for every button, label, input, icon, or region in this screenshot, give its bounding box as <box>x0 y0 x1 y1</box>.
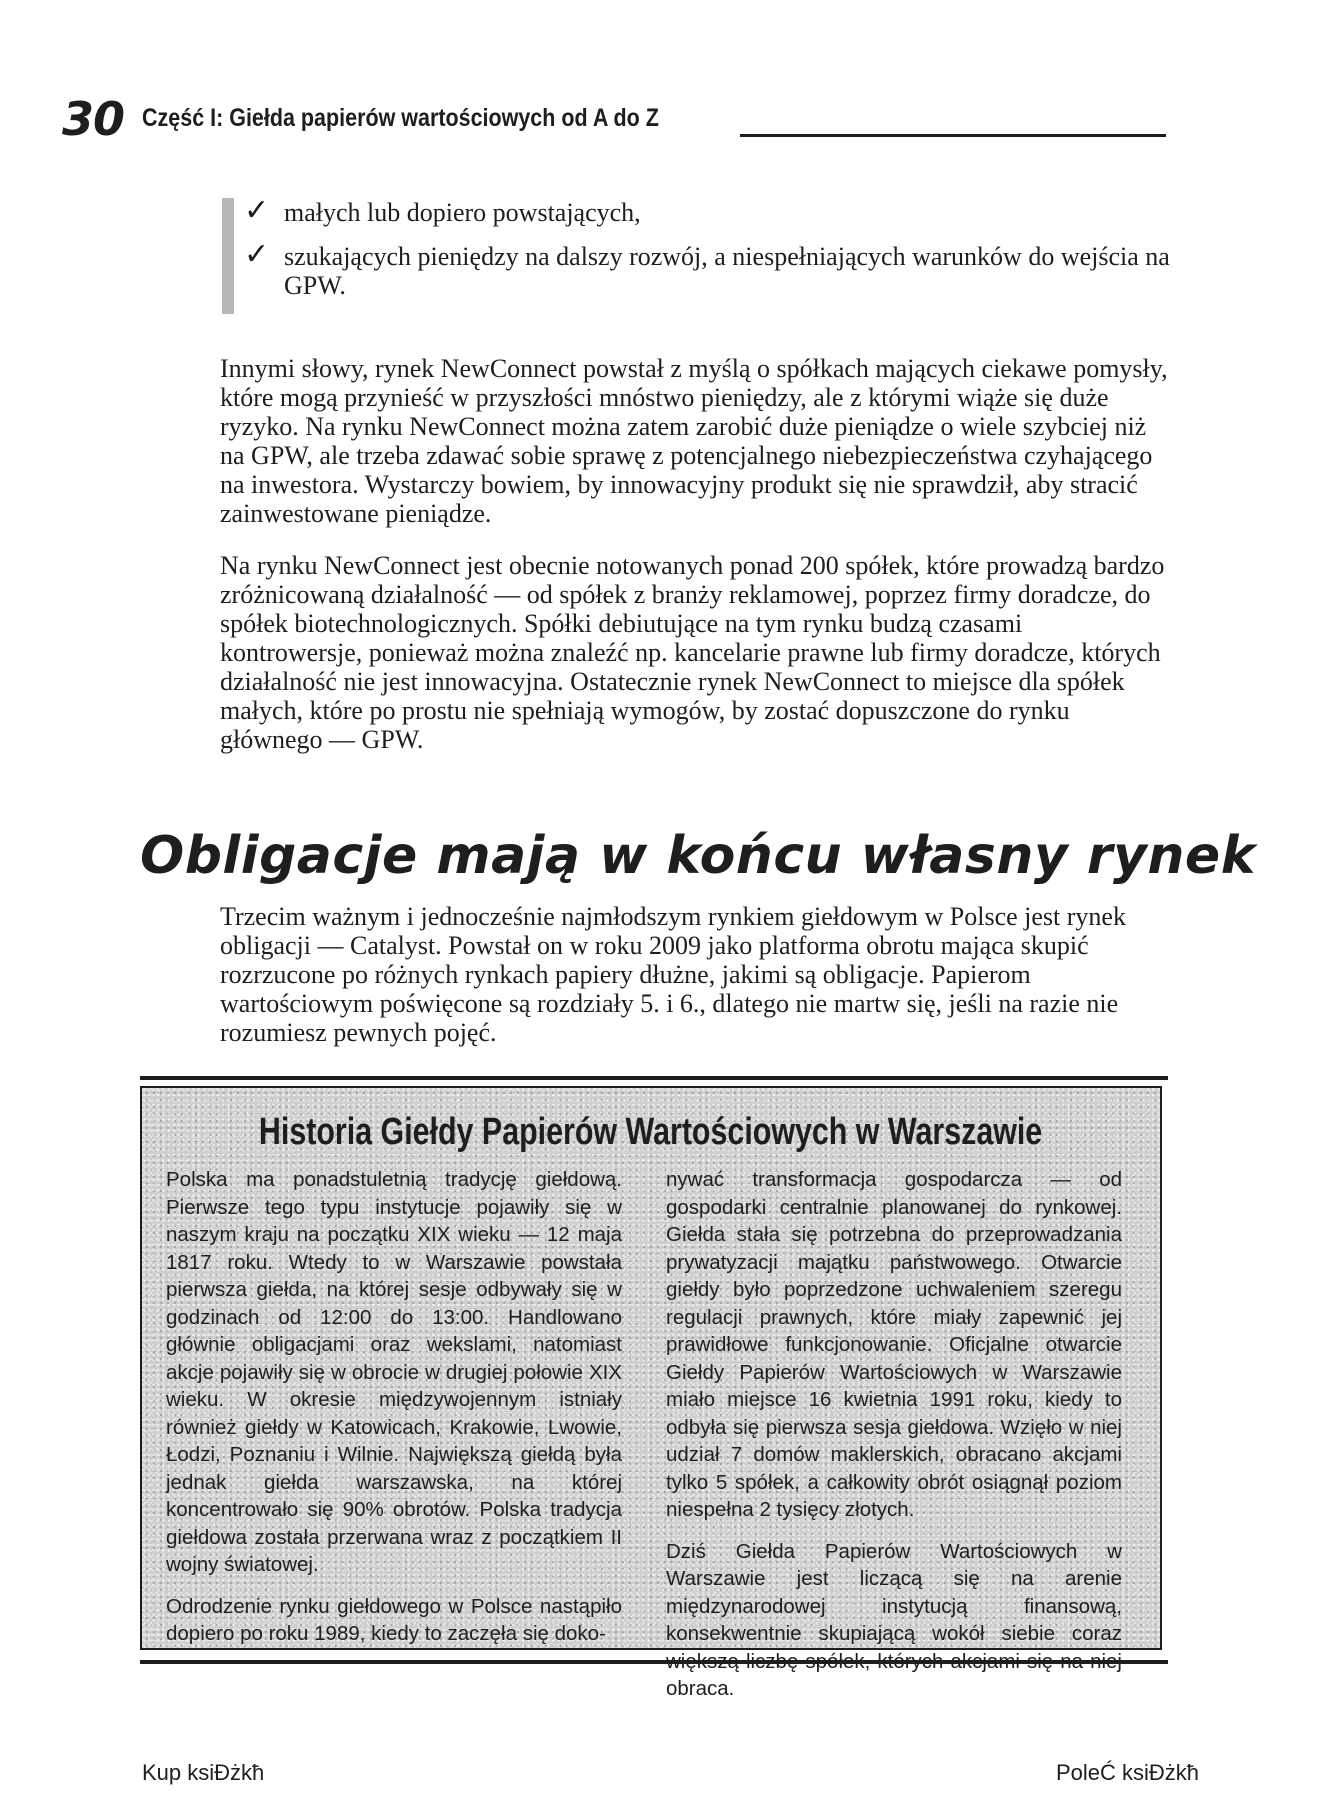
paragraph: nywać transformacja gospodarcza — od gospodarki centralnie planowanej do rynkowej. Giełda stała się potrzebna do przeprowadzania prywatyzacji majątku państwowego. Otwarcie giełdy było poprzedzone uchwaleniem szeregu regulacji prawnych, które miały zapewnić jej prawidłowe funkcjonowanie. Oficjalne otwarcie Giełdy Papierów Wartościowych w Warszawie miało miejsce 16 kwietnia 1991 roku, kiedy to odbyła się pierwsza sesja giełdowa. Wzięło w niej udział 7 domów maklerskich, obracano akcjami tylko 5 spółek, a całkowity obrót osiągnął poziom niespełna 2 tysięcy złotych. <box>666 1168 1122 1521</box>
list-item <box>222 193 1172 228</box>
sidebar-column-right <box>666 1166 1122 1717</box>
footer-recommend-link[interactable]: PoleĆ ksiĐżkħ <box>1055 1760 1199 1785</box>
body-text <box>220 354 1170 777</box>
paragraph: Innymi słowy, rynek NewConnect powstał z myślą o spółkach mających ciekawe pomysły, które mogą przynieść w przyszłości mnóstwo pieniędzy, ale z którymi wiąże się duże ryzyko. Na rynku NewConnect można zatem zarobić duże pieniądze o wiele szybciej niż na GPW, ale trzeba zdawać sobie sprawę z potencjalnego niebezpieczeństwa czyhającego na inwestora. Wystarczy bowiem, by innowacyjny produkt się nie sprawdził, aby stracić zainwestowane pieniądze. <box>220 354 1168 528</box>
history-sidebar <box>140 1076 1168 1700</box>
list-item-text: szukających pieniędzy na dalszy rozwój, a niespełniających warunków do wejścia na GPW. <box>284 242 1170 300</box>
page-number: 30 <box>62 92 125 146</box>
running-header: Część I: Giełda papierów wartościowych od A do Z <box>142 104 659 132</box>
sidebar-bottom-rule <box>140 1660 1168 1664</box>
list-item-text: małych lub dopiero powstających, <box>284 198 641 227</box>
paragraph: Dziś Giełda Papierów Wartościowych w Warszawie jest liczącą się na arenie międzynarodowej instytucją finansową, konsekwentnie skupiającą wokół siebie coraz obraca. <box>666 1539 1122 1700</box>
sidebar-title: Historia Giełdy Papierów Wartościowych w Warszawie <box>259 1111 1043 1153</box>
paragraph: Trzecim ważnym i jednocześnie najmłodszym rynkiem giełdowym w Polsce jest rynek obligacji — Catalyst. Powstał on w roku 2009 jako platforma obrotu mająca skupić rozrzucone po różnych rynkach papiery dłużne, jakimi są obligacje. Papierom wartościowym poświęcone są rozdziały 5. i 6., dlatego nie martw się, jeśli na razie nie rozumiesz pewnych pojęć. <box>220 902 1126 1047</box>
check-icon: ✓ <box>244 193 270 228</box>
list-item <box>222 237 1172 300</box>
paragraph: Polska ma ponadstuletnią tradycję giełdową. Pierwsze tego typu instytucje pojawiły się w naszym kraju na początku XIX wieku — 12 maja 1817 roku. Wtedy to w Warszawie powstała pierwsza giełda, na której sesje odbywały się w godzinach od 12:00 do 13:00. Handlowano głównie obligacjami oraz wekslami, natomiast akcje pojawiły się w obrocie w drugiej połowie XIX wieku. W okresie międzywojennym istniały również giełdy w Katowicach, Krakowie, Lwowie, Łodzi, Poznaniu i Wilnie. Największą giełdą była jednak giełda warszawska, na której koncentrowało się 90% obrotów. Polska tradycja giełdowa została przerwana wraz z początkiem II wojny światowej. <box>166 1168 622 1576</box>
paragraph: Odrodzenie rynku giełdowego w Polsce nastąpiło dopiero po roku 1989, kiedy to zaczęła się doko- <box>166 1594 622 1645</box>
checklist <box>222 193 1172 315</box>
sidebar-column-left <box>166 1166 622 1662</box>
section-heading: Obligacje mają w końcu własny rynek <box>140 826 1256 886</box>
header-rule <box>740 134 1166 137</box>
sidebar-top-rule <box>140 1076 1168 1080</box>
paragraph: Na rynku NewConnect jest obecnie notowanych ponad 200 spółek, które prowadzą bardzo zróżnicowaną działalność — od spółek z branży reklamowej, poprzez firmy doradcze, do spółek biotechnologicznych. Spółki debiutujące na tym rynku budzą czasami kontrowersje, ponieważ można znaleźć np. kancelarie prawne lub firmy doradcze, których działalność nie jest innowacyjna. Ostatecznie rynek NewConnect to miejsce dla spółek małych, które po prostu nie spełniają wymogów, by zostać dopuszczone do rynku głównego — GPW. <box>220 551 1165 754</box>
check-icon: ✓ <box>244 237 270 272</box>
sidebar-frame <box>140 1086 1162 1700</box>
section-body <box>220 902 1170 1070</box>
footer-buy-link[interactable]: Kup ksiĐżkħ <box>142 1760 265 1785</box>
